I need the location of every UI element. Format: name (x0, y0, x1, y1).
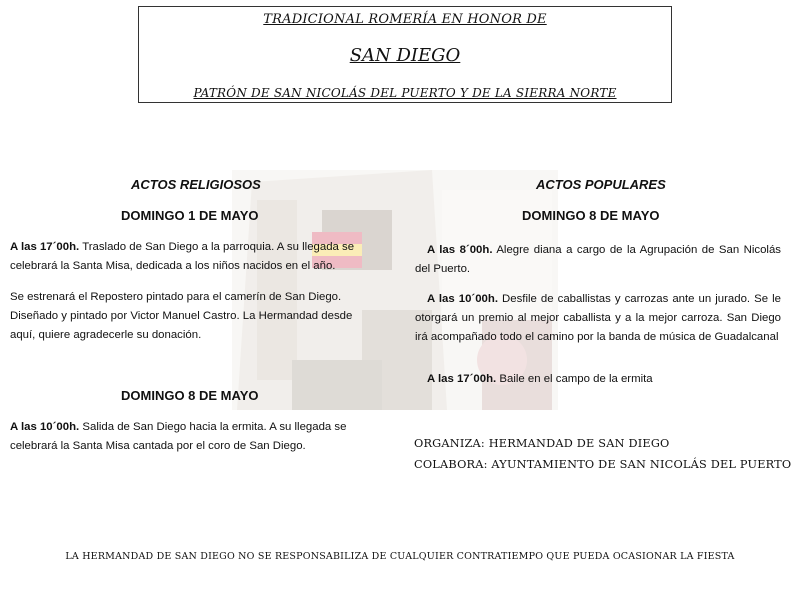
organiza-line: ORGANIZA: HERMANDAD DE SAN DIEGO (414, 437, 670, 450)
section-title-populares: ACTOS POPULARES (536, 177, 666, 192)
paragraph-text: Salida de San Diego hacia la ermita. A su llegada se celebrará la Santa Misa cantada por el coro de San Diego. (10, 421, 347, 452)
paragraph-religiosos-2 (10, 288, 362, 345)
time-label: A las 8´00h. (427, 244, 493, 256)
day-title-8-mayo-religiosos: DOMINGO 8 DE MAYO (121, 388, 259, 403)
time-label: A las 17´00h. (10, 241, 80, 253)
header-line-3: PATRÓN DE SAN NICOLÁS DEL PUERTO Y DE LA SIERRA NORTE (193, 86, 617, 100)
paragraph-text: Desfile de caballistas y carrozas ante un jurado. Se le otorgará un premio al mejor caballista y a la mejor carroza. San Diego irá acompañado todo el camino por la banda de música de Guadalcanal (415, 293, 781, 343)
paragraph-text: Se estrenará el Repostero pintado para el camerín de San Diego. Diseñado y pintado por Victor Manuel Castro. La Hermandad desde aquí, quiere agradecerle su donación. (10, 291, 353, 341)
day-title-8-mayo-populares: DOMINGO 8 DE MAYO (522, 208, 660, 223)
time-label: A las 10´00h. (10, 421, 80, 433)
paragraph-populares-2 (415, 290, 781, 347)
paragraph-text: Alegre diana a cargo de la Agrupación de San Nicolás del Puerto. (415, 244, 781, 275)
paragraph-text: Traslado de San Diego a la parroquia. A su llegada se celebrará la Santa Misa, dedicada a los niños nacidos en el año. (10, 241, 355, 272)
header-box (138, 6, 672, 103)
paragraph-populares-3 (415, 370, 781, 389)
paragraph-religiosos-3 (10, 418, 362, 456)
paragraph-populares-1 (415, 241, 781, 279)
paragraph-religiosos-1 (10, 238, 362, 276)
footer-disclaimer: LA HERMANDAD DE SAN DIEGO NO SE RESPONSABILIZA DE CUALQUIER CONTRATIEMPO QUE PUEDA OCASIONAR LA FIESTA (65, 551, 735, 562)
day-title-1-mayo: DOMINGO 1 DE MAYO (121, 208, 259, 223)
paragraph-text: Baile en el campo de la ermita (496, 373, 653, 385)
time-label: A las 17´00h. (427, 373, 497, 385)
header-line-1: TRADICIONAL ROMERÍA EN HONOR DE (263, 12, 547, 27)
header-title: SAN DIEGO (349, 45, 461, 66)
section-title-religiosos: ACTOS RELIGIOSOS (131, 177, 261, 192)
time-label: A las 10´00h. (427, 293, 498, 305)
colabora-line: COLABORA: AYUNTAMIENTO DE SAN NICOLÁS DEL PUERTO (414, 458, 792, 471)
